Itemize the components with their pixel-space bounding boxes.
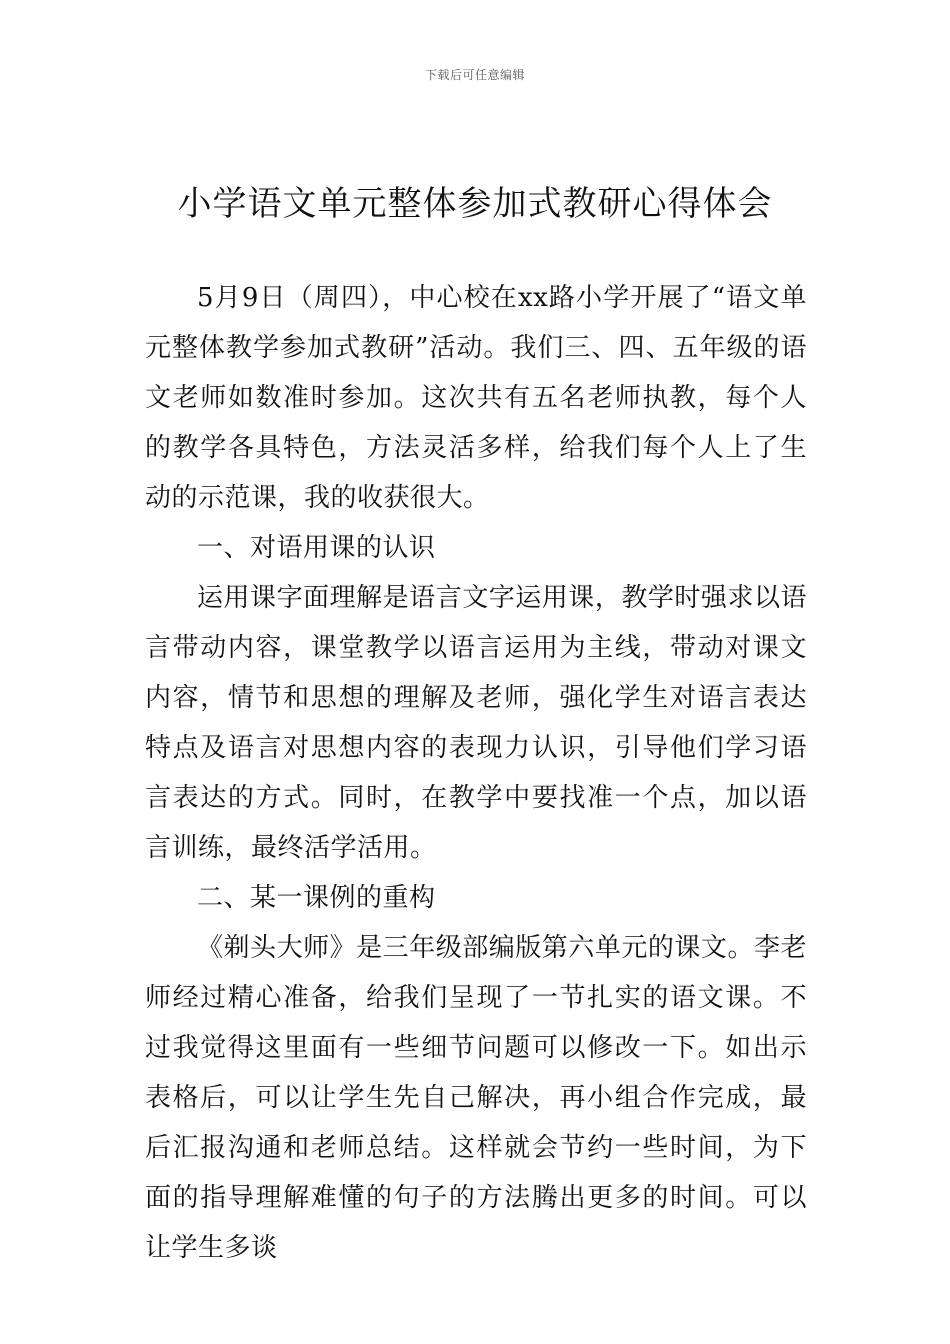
header-note: 下载后可任意编辑 bbox=[424, 68, 525, 82]
document-title: 小学语文单元整体参加式教研心得体会 bbox=[177, 184, 773, 224]
section-heading-2: 二、某一课例的重构 bbox=[197, 883, 436, 913]
paragraph-intro: 5月9日（周四），中心校在xx路小学开展了“语文单元整体教学参加式教研”活动。我们三、四、五年级的语文老师如数准时参加。这次共有五名老师执教，每个人的教学各具特色，方法灵活多样，给我们每个人上了生动的示范课，我的收获很大。 bbox=[145, 283, 807, 513]
paragraph-section-2: 《剃头大师》是三年级部编版第六单元的课文。李老师经过精心准备，给我们呈现了一节扎实的语文课。不过我觉得这里面有一些细节问题可以修改一下。如出示表格后，可以让学生先自己解决，再小组合作完成，最后汇报沟通和老师总结。这样就会节约一些时间，为下面的指导理解难懂的句子的方法腾出更多的时间。可以让学生多谈 bbox=[145, 933, 807, 1263]
document-body bbox=[145, 273, 807, 1273]
paragraph-section-1: 运用课字面理解是语言文字运用课，教学时强求以语言带动内容，课堂教学以语言运用为主线，带动对课文内容，情节和思想的理解及老师，强化学生对语言表达特点及语言对思想内容的表现力认识，引导他们学习语言表达的方式。同时，在教学中要找准一个点，加以语言训练，最终活学活用。 bbox=[145, 583, 807, 863]
section-heading-1: 一、对语用课的认识 bbox=[197, 533, 436, 563]
